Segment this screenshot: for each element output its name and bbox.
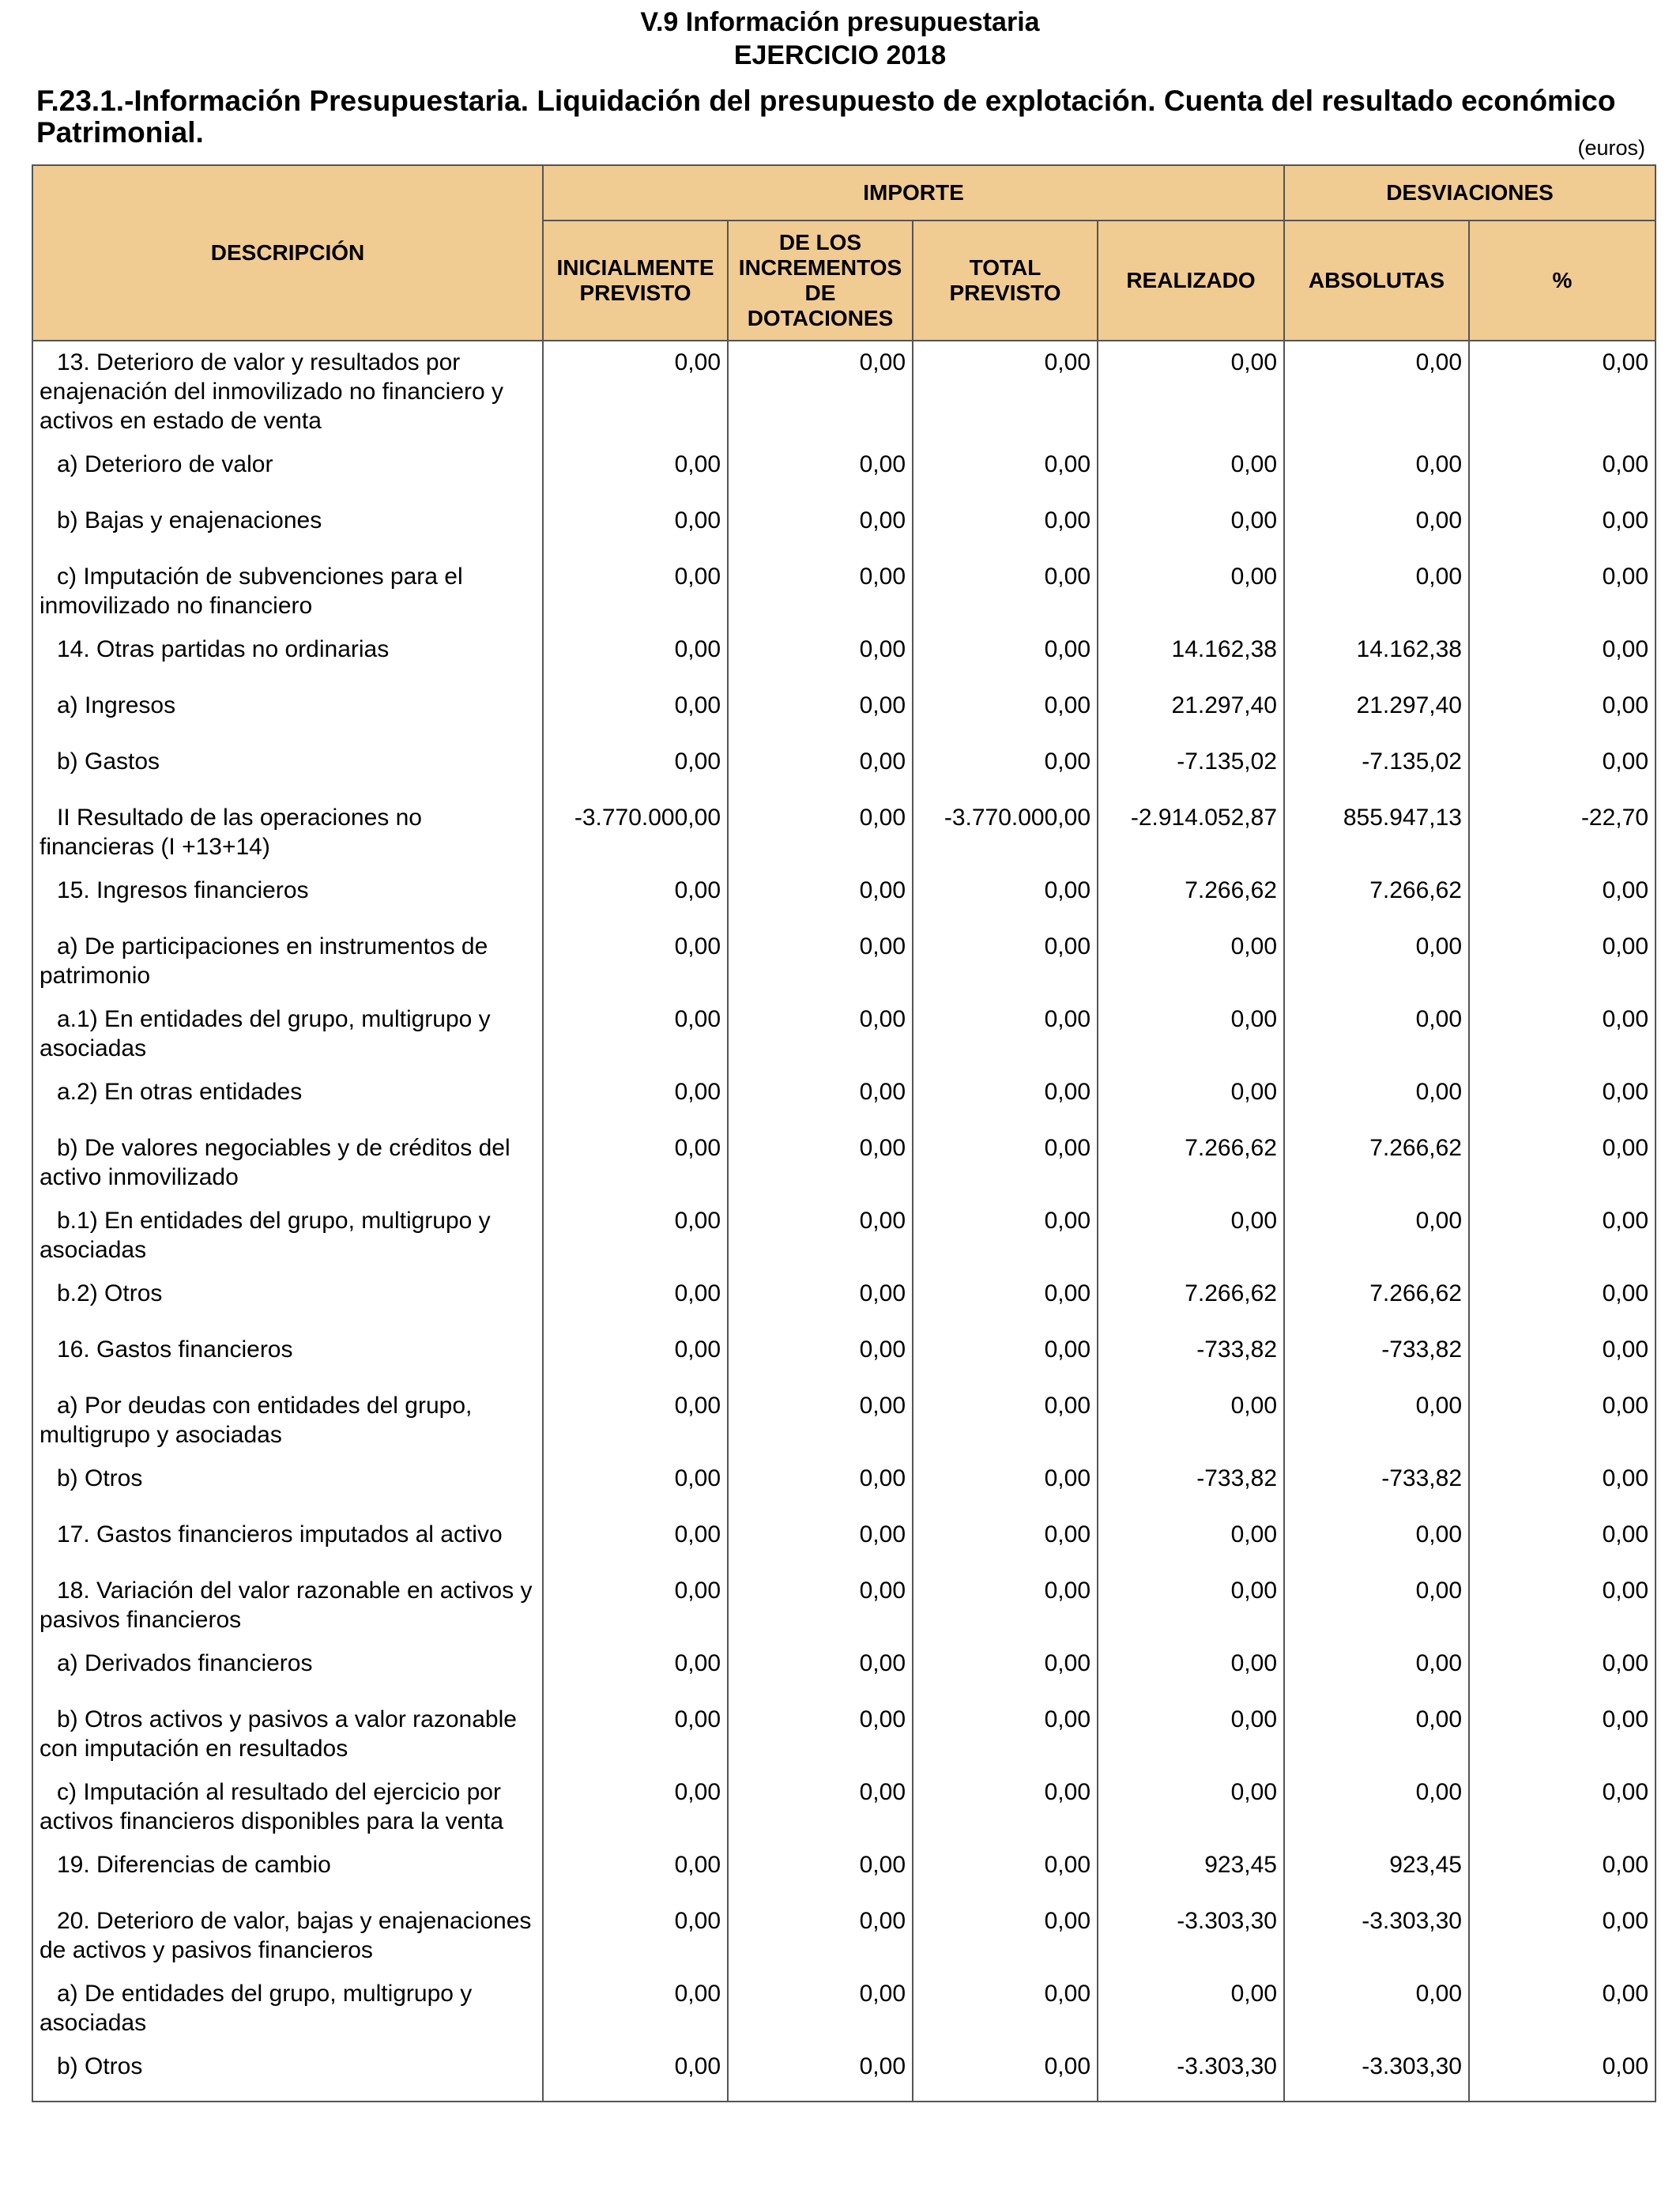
- header-incrementos-dotaciones: DE LOS INCREMENTOS DE DOTACIONES: [728, 221, 913, 341]
- cell-total-previsto: 0,00: [913, 1071, 1098, 1127]
- cell-total-previsto: 0,00: [913, 1200, 1098, 1272]
- page-title: V.9 Información presupuestaria: [640, 7, 1040, 37]
- cell-realizado: -7.135,02: [1098, 741, 1284, 797]
- table-row: [32, 741, 1656, 797]
- header-inicialmente-previsto: INICIALMENTE PREVISTO: [543, 221, 728, 341]
- table-row: [32, 499, 1656, 556]
- cell-realizado: 7.266,62: [1098, 1272, 1284, 1329]
- cell-total-previsto: 0,00: [913, 684, 1098, 741]
- row-description: a) Deterioro de valor: [32, 443, 543, 499]
- cell-total-previsto: 0,00: [913, 1771, 1098, 1844]
- cell-total-previsto: 0,00: [913, 1329, 1098, 1385]
- table-row: [32, 1844, 1656, 1900]
- table-row: [32, 341, 1656, 443]
- cell-absolutas: 0,00: [1284, 556, 1469, 628]
- row-description: b.2) Otros: [32, 1272, 543, 1329]
- table-row: [32, 1127, 1656, 1200]
- row-description: a) De entidades del grupo, multigrupo y asociadas: [32, 1973, 543, 2045]
- cell-inicialmente-previsto: 0,00: [543, 1385, 728, 1457]
- table-row: [32, 1771, 1656, 1844]
- cell-realizado: 0,00: [1098, 1385, 1284, 1457]
- row-description: c) Imputación al resultado del ejercicio por activos financieros disponibles para la venta: [32, 1771, 543, 1844]
- cell-realizado: 0,00: [1098, 1698, 1284, 1771]
- cell-porcentaje: 0,00: [1469, 1071, 1656, 1127]
- row-description: 16. Gastos financieros: [32, 1329, 543, 1385]
- cell-inicialmente-previsto: 0,00: [543, 1071, 728, 1127]
- cell-incrementos-dotaciones: 0,00: [728, 556, 913, 628]
- table-row: [32, 1457, 1656, 1514]
- cell-inicialmente-previsto: -3.770.000,00: [543, 797, 728, 869]
- row-description: a.2) En otras entidades: [32, 1071, 543, 1127]
- row-description: b) Bajas y enajenaciones: [32, 499, 543, 556]
- cell-inicialmente-previsto: 0,00: [543, 499, 728, 556]
- row-description: a.1) En entidades del grupo, multigrupo y asociadas: [32, 998, 543, 1071]
- cell-total-previsto: 0,00: [913, 628, 1098, 684]
- table-row: [32, 1329, 1656, 1385]
- table-row: [32, 925, 1656, 998]
- table-row: [32, 1385, 1656, 1457]
- cell-inicialmente-previsto: 0,00: [543, 556, 728, 628]
- cell-absolutas: 7.266,62: [1284, 1127, 1469, 1200]
- cell-absolutas: 7.266,62: [1284, 1272, 1469, 1329]
- cell-incrementos-dotaciones: 0,00: [728, 1900, 913, 1973]
- table-row: [32, 1973, 1656, 2045]
- cell-absolutas: 0,00: [1284, 443, 1469, 499]
- cell-incrementos-dotaciones: 0,00: [728, 499, 913, 556]
- cell-realizado: 923,45: [1098, 1844, 1284, 1900]
- cell-inicialmente-previsto: 0,00: [543, 684, 728, 741]
- cell-porcentaje: 0,00: [1469, 1771, 1656, 1844]
- row-description: 13. Deterioro de valor y resultados por enajenación del inmovilizado no financiero y activos en estado de venta: [32, 341, 543, 443]
- cell-porcentaje: 0,00: [1469, 869, 1656, 925]
- cell-inicialmente-previsto: 0,00: [543, 1127, 728, 1200]
- cell-absolutas: 0,00: [1284, 1385, 1469, 1457]
- cell-incrementos-dotaciones: 0,00: [728, 869, 913, 925]
- cell-porcentaje: 0,00: [1469, 1200, 1656, 1272]
- cell-incrementos-dotaciones: 0,00: [728, 1127, 913, 1200]
- table-row: [32, 869, 1656, 925]
- cell-absolutas: 0,00: [1284, 1570, 1469, 1642]
- cell-realizado: -733,82: [1098, 1329, 1284, 1385]
- row-description: II Resultado de las operaciones no financieras (I +13+14): [32, 797, 543, 869]
- cell-realizado: 7.266,62: [1098, 1127, 1284, 1200]
- cell-realizado: 0,00: [1098, 499, 1284, 556]
- cell-porcentaje: 0,00: [1469, 556, 1656, 628]
- cell-porcentaje: 0,00: [1469, 1844, 1656, 1900]
- cell-total-previsto: 0,00: [913, 1514, 1098, 1570]
- cell-porcentaje: 0,00: [1469, 1127, 1656, 1200]
- row-description: b.1) En entidades del grupo, multigrupo y asociadas: [32, 1200, 543, 1272]
- cell-total-previsto: 0,00: [913, 1642, 1098, 1698]
- table-row: [32, 1698, 1656, 1771]
- cell-total-previsto: 0,00: [913, 869, 1098, 925]
- cell-total-previsto: 0,00: [913, 1457, 1098, 1514]
- cell-realizado: 0,00: [1098, 1200, 1284, 1272]
- table-row: [32, 998, 1656, 1071]
- cell-incrementos-dotaciones: 0,00: [728, 1272, 913, 1329]
- cell-total-previsto: 0,00: [913, 925, 1098, 998]
- cell-total-previsto: 0,00: [913, 499, 1098, 556]
- units-label: (euros): [1577, 136, 1645, 160]
- cell-inicialmente-previsto: 0,00: [543, 2045, 728, 2102]
- row-description: 18. Variación del valor razonable en activos y pasivos financieros: [32, 1570, 543, 1642]
- cell-incrementos-dotaciones: 0,00: [728, 1570, 913, 1642]
- fiscal-year: EJERCICIO 2018: [733, 40, 947, 70]
- row-description: 14. Otras partidas no ordinarias: [32, 628, 543, 684]
- cell-realizado: 0,00: [1098, 1642, 1284, 1698]
- cell-absolutas: 14.162,38: [1284, 628, 1469, 684]
- cell-absolutas: 0,00: [1284, 1973, 1469, 2045]
- row-description: 20. Deterioro de valor, bajas y enajenaciones de activos y pasivos financieros: [32, 1900, 543, 1973]
- cell-absolutas: 0,00: [1284, 998, 1469, 1071]
- cell-porcentaje: 0,00: [1469, 998, 1656, 1071]
- cell-porcentaje: 0,00: [1469, 1272, 1656, 1329]
- cell-realizado: -733,82: [1098, 1457, 1284, 1514]
- cell-inicialmente-previsto: 0,00: [543, 1329, 728, 1385]
- cell-porcentaje: 0,00: [1469, 499, 1656, 556]
- row-description: 19. Diferencias de cambio: [32, 1844, 543, 1900]
- table-row: [32, 2045, 1656, 2102]
- cell-realizado: -3.303,30: [1098, 1900, 1284, 1973]
- cell-total-previsto: 0,00: [913, 1272, 1098, 1329]
- cell-absolutas: 0,00: [1284, 1514, 1469, 1570]
- header-absolutas: ABSOLUTAS: [1284, 221, 1469, 341]
- cell-incrementos-dotaciones: 0,00: [728, 1844, 913, 1900]
- cell-incrementos-dotaciones: 0,00: [728, 341, 913, 443]
- header-descripcion: DESCRIPCIÓN: [32, 165, 543, 341]
- cell-porcentaje: 0,00: [1469, 443, 1656, 499]
- budget-table: [32, 164, 1656, 2102]
- cell-porcentaje: 0,00: [1469, 1457, 1656, 1514]
- cell-total-previsto: 0,00: [913, 1698, 1098, 1771]
- cell-total-previsto: 0,00: [913, 556, 1098, 628]
- cell-absolutas: 923,45: [1284, 1844, 1469, 1900]
- cell-total-previsto: 0,00: [913, 443, 1098, 499]
- cell-inicialmente-previsto: 0,00: [543, 1570, 728, 1642]
- row-description: c) Imputación de subvenciones para el inmovilizado no financiero: [32, 556, 543, 628]
- table-row: [32, 797, 1656, 869]
- cell-realizado: 0,00: [1098, 443, 1284, 499]
- cell-realizado: 0,00: [1098, 1973, 1284, 2045]
- cell-incrementos-dotaciones: 0,00: [728, 925, 913, 998]
- cell-absolutas: 0,00: [1284, 925, 1469, 998]
- cell-absolutas: 21.297,40: [1284, 684, 1469, 741]
- cell-total-previsto: 0,00: [913, 1900, 1098, 1973]
- cell-absolutas: 7.266,62: [1284, 869, 1469, 925]
- header-total-previsto: TOTAL PREVISTO: [913, 221, 1098, 341]
- cell-porcentaje: 0,00: [1469, 1514, 1656, 1570]
- cell-absolutas: -733,82: [1284, 1457, 1469, 1514]
- cell-realizado: 14.162,38: [1098, 628, 1284, 684]
- cell-porcentaje: -22,70: [1469, 797, 1656, 869]
- cell-realizado: 0,00: [1098, 1570, 1284, 1642]
- table-row: [32, 1071, 1656, 1127]
- cell-realizado: 0,00: [1098, 1771, 1284, 1844]
- table-row: [32, 1272, 1656, 1329]
- table-row: [32, 1642, 1656, 1698]
- cell-total-previsto: 0,00: [913, 998, 1098, 1071]
- row-description: b) Gastos: [32, 741, 543, 797]
- cell-total-previsto: 0,00: [913, 1127, 1098, 1200]
- row-description: b) De valores negociables y de créditos del activo inmovilizado: [32, 1127, 543, 1200]
- cell-realizado: 0,00: [1098, 1071, 1284, 1127]
- cell-incrementos-dotaciones: 0,00: [728, 1200, 913, 1272]
- cell-incrementos-dotaciones: 0,00: [728, 1973, 913, 2045]
- cell-absolutas: -733,82: [1284, 1329, 1469, 1385]
- table-row: [32, 684, 1656, 741]
- header-porcentaje: %: [1469, 221, 1656, 341]
- cell-inicialmente-previsto: 0,00: [543, 628, 728, 684]
- cell-incrementos-dotaciones: 0,00: [728, 2045, 913, 2102]
- cell-total-previsto: 0,00: [913, 741, 1098, 797]
- cell-porcentaje: 0,00: [1469, 1973, 1656, 2045]
- report-subtitle: F.23.1.-Información Presupuestaria. Liquidación del presupuesto de explotación. Cuenta del resultado económico Patrimonial.: [36, 85, 1616, 149]
- cell-porcentaje: 0,00: [1469, 1900, 1656, 1973]
- row-description: b) Otros activos y pasivos a valor razonable con imputación en resultados: [32, 1698, 543, 1771]
- cell-realizado: 0,00: [1098, 1514, 1284, 1570]
- cell-inicialmente-previsto: 0,00: [543, 1900, 728, 1973]
- row-description: a) Por deudas con entidades del grupo, multigrupo y asociadas: [32, 1385, 543, 1457]
- cell-realizado: 0,00: [1098, 998, 1284, 1071]
- cell-realizado: 0,00: [1098, 341, 1284, 443]
- cell-incrementos-dotaciones: 0,00: [728, 628, 913, 684]
- cell-inicialmente-previsto: 0,00: [543, 1200, 728, 1272]
- cell-incrementos-dotaciones: 0,00: [728, 1514, 913, 1570]
- cell-inicialmente-previsto: 0,00: [543, 1973, 728, 2045]
- cell-incrementos-dotaciones: 0,00: [728, 797, 913, 869]
- cell-incrementos-dotaciones: 0,00: [728, 684, 913, 741]
- cell-incrementos-dotaciones: 0,00: [728, 443, 913, 499]
- cell-inicialmente-previsto: 0,00: [543, 998, 728, 1071]
- row-description: a) Derivados financieros: [32, 1642, 543, 1698]
- cell-inicialmente-previsto: 0,00: [543, 869, 728, 925]
- row-description: a) De participaciones en instrumentos de patrimonio: [32, 925, 543, 998]
- cell-porcentaje: 0,00: [1469, 1642, 1656, 1698]
- table-row: [32, 628, 1656, 684]
- table-row: [32, 1200, 1656, 1272]
- cell-total-previsto: 0,00: [913, 1570, 1098, 1642]
- cell-absolutas: 855.947,13: [1284, 797, 1469, 869]
- cell-porcentaje: 0,00: [1469, 741, 1656, 797]
- cell-inicialmente-previsto: 0,00: [543, 1457, 728, 1514]
- cell-absolutas: -3.303,30: [1284, 1900, 1469, 1973]
- cell-total-previsto: 0,00: [913, 1973, 1098, 2045]
- cell-incrementos-dotaciones: 0,00: [728, 1642, 913, 1698]
- cell-inicialmente-previsto: 0,00: [543, 341, 728, 443]
- cell-incrementos-dotaciones: 0,00: [728, 1071, 913, 1127]
- cell-absolutas: 0,00: [1284, 499, 1469, 556]
- cell-absolutas: -3.303,30: [1284, 2045, 1469, 2102]
- cell-porcentaje: 0,00: [1469, 925, 1656, 998]
- cell-incrementos-dotaciones: 0,00: [728, 1329, 913, 1385]
- cell-inicialmente-previsto: 0,00: [543, 1642, 728, 1698]
- cell-absolutas: 0,00: [1284, 1642, 1469, 1698]
- cell-realizado: -3.303,30: [1098, 2045, 1284, 2102]
- cell-total-previsto: 0,00: [913, 1844, 1098, 1900]
- cell-porcentaje: 0,00: [1469, 1385, 1656, 1457]
- cell-porcentaje: 0,00: [1469, 341, 1656, 443]
- header-importe: IMPORTE: [543, 165, 1284, 221]
- cell-porcentaje: 0,00: [1469, 628, 1656, 684]
- cell-absolutas: 0,00: [1284, 1200, 1469, 1272]
- cell-inicialmente-previsto: 0,00: [543, 741, 728, 797]
- cell-inicialmente-previsto: 0,00: [543, 1844, 728, 1900]
- cell-realizado: 21.297,40: [1098, 684, 1284, 741]
- cell-inicialmente-previsto: 0,00: [543, 1514, 728, 1570]
- cell-incrementos-dotaciones: 0,00: [728, 998, 913, 1071]
- cell-absolutas: 0,00: [1284, 341, 1469, 443]
- header-desviaciones: DESVIACIONES: [1284, 165, 1656, 221]
- cell-absolutas: 0,00: [1284, 1698, 1469, 1771]
- cell-realizado: 0,00: [1098, 925, 1284, 998]
- cell-realizado: 0,00: [1098, 556, 1284, 628]
- cell-total-previsto: 0,00: [913, 341, 1098, 443]
- cell-inicialmente-previsto: 0,00: [543, 443, 728, 499]
- cell-incrementos-dotaciones: 0,00: [728, 1698, 913, 1771]
- cell-porcentaje: 0,00: [1469, 2045, 1656, 2102]
- cell-porcentaje: 0,00: [1469, 1570, 1656, 1642]
- cell-total-previsto: -3.770.000,00: [913, 797, 1098, 869]
- table-row: [32, 1570, 1656, 1642]
- row-description: 17. Gastos financieros imputados al activo: [32, 1514, 543, 1570]
- cell-incrementos-dotaciones: 0,00: [728, 1771, 913, 1844]
- cell-total-previsto: 0,00: [913, 1385, 1098, 1457]
- cell-absolutas: 0,00: [1284, 1771, 1469, 1844]
- header-realizado: REALIZADO: [1098, 221, 1284, 341]
- cell-inicialmente-previsto: 0,00: [543, 1272, 728, 1329]
- table-row: [32, 556, 1656, 628]
- cell-porcentaje: 0,00: [1469, 1329, 1656, 1385]
- cell-inicialmente-previsto: 0,00: [543, 1698, 728, 1771]
- table-row: [32, 1514, 1656, 1570]
- cell-absolutas: -7.135,02: [1284, 741, 1469, 797]
- cell-inicialmente-previsto: 0,00: [543, 1771, 728, 1844]
- cell-absolutas: 0,00: [1284, 1071, 1469, 1127]
- cell-inicialmente-previsto: 0,00: [543, 925, 728, 998]
- cell-porcentaje: 0,00: [1469, 1698, 1656, 1771]
- cell-porcentaje: 0,00: [1469, 684, 1656, 741]
- cell-total-previsto: 0,00: [913, 2045, 1098, 2102]
- row-description: a) Ingresos: [32, 684, 543, 741]
- row-description: 15. Ingresos financieros: [32, 869, 543, 925]
- cell-incrementos-dotaciones: 0,00: [728, 741, 913, 797]
- cell-incrementos-dotaciones: 0,00: [728, 1457, 913, 1514]
- table-row: [32, 443, 1656, 499]
- cell-incrementos-dotaciones: 0,00: [728, 1385, 913, 1457]
- cell-realizado: 7.266,62: [1098, 869, 1284, 925]
- cell-realizado: -2.914.052,87: [1098, 797, 1284, 869]
- row-description: b) Otros: [32, 2045, 543, 2102]
- table-row: [32, 1900, 1656, 1973]
- row-description: b) Otros: [32, 1457, 543, 1514]
